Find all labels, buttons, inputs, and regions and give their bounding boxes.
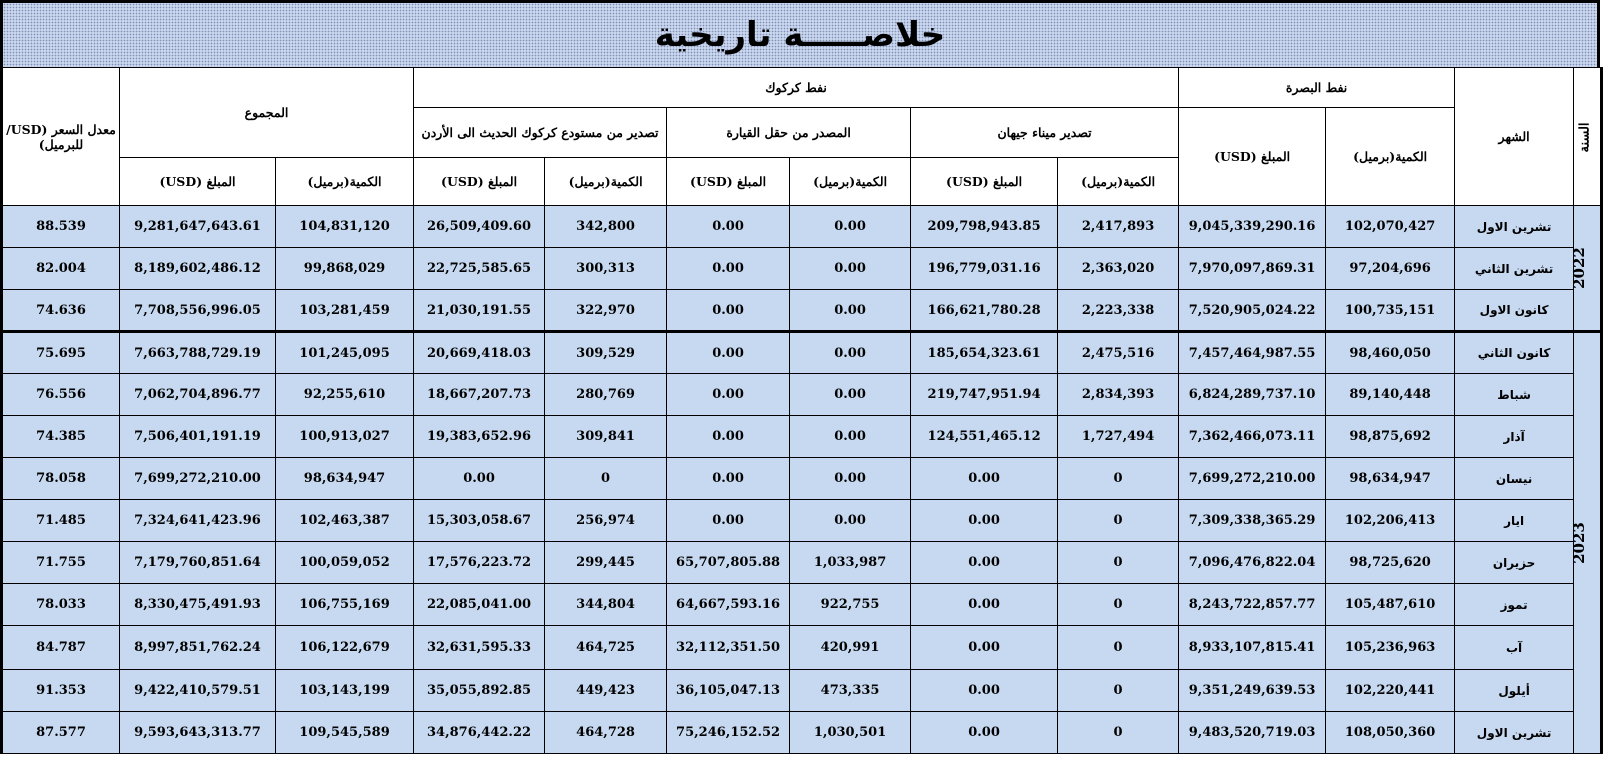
ceyhan-amt-cell: 185,654,323.61	[911, 332, 1058, 374]
qay-amt-cell: 65,707,805.88	[667, 542, 790, 584]
tot-qty-cell: 92,255,610	[276, 374, 414, 416]
tot-amt-cell: 7,663,788,729.19	[120, 332, 276, 374]
header-total-amount: المبلغ (USD)	[120, 158, 276, 206]
tot-qty-cell: 109,545,589	[276, 712, 414, 754]
ceyhan-amt-cell: 0.00	[911, 712, 1058, 754]
header-total-qty: الكمية(برميل)	[276, 158, 414, 206]
ceyhan-amt-cell: 219,747,951.94	[911, 374, 1058, 416]
tot-amt-cell: 7,506,401,191.19	[120, 416, 276, 458]
table-row	[2, 206, 1602, 248]
year-cell: 2023	[1574, 332, 1602, 754]
tot-qty-cell: 100,913,027	[276, 416, 414, 458]
month-cell: شباط	[1455, 374, 1574, 416]
tot-amt-cell: 7,179,760,851.64	[120, 542, 276, 584]
ceyhan-amt-cell: 196,779,031.16	[911, 248, 1058, 290]
basra-amt-cell: 9,045,339,290.16	[1179, 206, 1326, 248]
tot-qty-cell: 102,463,387	[276, 500, 414, 542]
table-row	[2, 332, 1602, 374]
tot-qty-cell: 101,245,095	[276, 332, 414, 374]
header-total: المجموع	[120, 68, 414, 158]
tot-amt-cell: 8,189,602,486.12	[120, 248, 276, 290]
year-cell: 2022	[1574, 206, 1602, 332]
jor-amt-cell: 35,055,892.85	[414, 670, 545, 712]
month-cell: كانون الاول	[1455, 290, 1574, 332]
tot-qty-cell: 100,059,052	[276, 542, 414, 584]
header-qayyarah: المصدر من حقل القيارة	[667, 108, 911, 158]
avg-cell: 76.556	[2, 374, 120, 416]
avg-cell: 75.695	[2, 332, 120, 374]
qay-qty-cell: 0.00	[790, 416, 911, 458]
header-kirkuk: نفط كركوك	[414, 68, 1179, 108]
tot-qty-cell: 103,143,199	[276, 670, 414, 712]
basra-qty-cell: 98,634,947	[1326, 458, 1455, 500]
tot-qty-cell: 106,755,169	[276, 584, 414, 626]
tot-amt-cell: 7,324,641,423.96	[120, 500, 276, 542]
jor-amt-cell: 0.00	[414, 458, 545, 500]
ceyhan-amt-cell: 0.00	[911, 500, 1058, 542]
basra-amt-cell: 8,243,722,857.77	[1179, 584, 1326, 626]
month-cell: آب	[1455, 626, 1574, 670]
month-cell: تشرين الاول	[1455, 206, 1574, 248]
ceyhan-qty-cell: 2,417,893	[1058, 206, 1179, 248]
tot-amt-cell: 9,593,643,313.77	[120, 712, 276, 754]
basra-amt-cell: 9,351,249,639.53	[1179, 670, 1326, 712]
tot-amt-cell: 7,708,556,996.05	[120, 290, 276, 332]
jor-qty-cell: 0	[545, 458, 667, 500]
jor-amt-cell: 21,030,191.55	[414, 290, 545, 332]
qay-amt-cell: 36,105,047.13	[667, 670, 790, 712]
ceyhan-qty-cell: 2,834,393	[1058, 374, 1179, 416]
basra-qty-cell: 102,206,413	[1326, 500, 1455, 542]
table-body	[2, 206, 1602, 754]
ceyhan-amt-cell: 0.00	[911, 584, 1058, 626]
qay-qty-cell: 0.00	[790, 206, 911, 248]
header-avg-price: معدل السعر (USD/للبرميل)	[2, 68, 120, 206]
jor-amt-cell: 17,576,223.72	[414, 542, 545, 584]
jor-amt-cell: 26,509,409.60	[414, 206, 545, 248]
month-cell: تشرين الثاني	[1455, 248, 1574, 290]
header-basra-qty: الكمية(برميل)	[1326, 108, 1455, 206]
tot-qty-cell: 106,122,679	[276, 626, 414, 670]
qay-amt-cell: 32,112,351.50	[667, 626, 790, 670]
qay-qty-cell: 420,991	[790, 626, 911, 670]
jor-qty-cell: 309,529	[545, 332, 667, 374]
basra-qty-cell: 97,204,696	[1326, 248, 1455, 290]
qay-amt-cell: 64,667,593.16	[667, 584, 790, 626]
avg-cell: 88.539	[2, 206, 120, 248]
ceyhan-qty-cell: 0	[1058, 500, 1179, 542]
tot-qty-cell: 98,634,947	[276, 458, 414, 500]
tot-amt-cell: 8,330,475,491.93	[120, 584, 276, 626]
ceyhan-qty-cell: 0	[1058, 626, 1179, 670]
qay-amt-cell: 0.00	[667, 248, 790, 290]
jor-qty-cell: 344,804	[545, 584, 667, 626]
table-row	[2, 542, 1602, 584]
basra-qty-cell: 102,070,427	[1326, 206, 1455, 248]
header-ceyhan-amount: المبلغ (USD)	[911, 158, 1058, 206]
jor-amt-cell: 19,383,652.96	[414, 416, 545, 458]
header-jordan-qty: الكمية(برميل)	[545, 158, 667, 206]
ceyhan-amt-cell: 0.00	[911, 626, 1058, 670]
jor-amt-cell: 22,725,585.65	[414, 248, 545, 290]
avg-cell: 91.353	[2, 670, 120, 712]
basra-amt-cell: 8,933,107,815.41	[1179, 626, 1326, 670]
month-cell: تشرين الاول	[1455, 712, 1574, 754]
basra-amt-cell: 7,096,476,822.04	[1179, 542, 1326, 584]
table-row	[2, 500, 1602, 542]
header-qayyarah-qty: الكمية(برميل)	[790, 158, 911, 206]
ceyhan-amt-cell: 0.00	[911, 670, 1058, 712]
summary-table	[0, 67, 1603, 754]
ceyhan-amt-cell: 0.00	[911, 542, 1058, 584]
ceyhan-qty-cell: 0	[1058, 670, 1179, 712]
tot-amt-cell: 9,422,410,579.51	[120, 670, 276, 712]
avg-cell: 74.385	[2, 416, 120, 458]
table-row	[2, 458, 1602, 500]
ceyhan-qty-cell: 0	[1058, 712, 1179, 754]
header-ceyhan-qty: الكمية(برميل)	[1058, 158, 1179, 206]
basra-amt-cell: 7,970,097,869.31	[1179, 248, 1326, 290]
qay-amt-cell: 0.00	[667, 290, 790, 332]
qay-qty-cell: 1,033,987	[790, 542, 911, 584]
jor-qty-cell: 299,445	[545, 542, 667, 584]
basra-qty-cell: 100,735,151	[1326, 290, 1455, 332]
tot-qty-cell: 99,868,029	[276, 248, 414, 290]
jor-amt-cell: 22,085,041.00	[414, 584, 545, 626]
jor-qty-cell: 342,800	[545, 206, 667, 248]
qay-amt-cell: 0.00	[667, 206, 790, 248]
qay-qty-cell: 922,755	[790, 584, 911, 626]
month-cell: ايار	[1455, 500, 1574, 542]
page-title: خلاصـــــة تاريخية	[654, 15, 946, 55]
header-year: السنة	[1574, 68, 1602, 206]
jor-qty-cell: 449,423	[545, 670, 667, 712]
qay-amt-cell: 0.00	[667, 416, 790, 458]
jor-qty-cell: 280,769	[545, 374, 667, 416]
avg-cell: 84.787	[2, 626, 120, 670]
qay-amt-cell: 0.00	[667, 500, 790, 542]
basra-qty-cell: 108,050,360	[1326, 712, 1455, 754]
avg-cell: 78.033	[2, 584, 120, 626]
jor-qty-cell: 256,974	[545, 500, 667, 542]
qay-amt-cell: 0.00	[667, 458, 790, 500]
jor-qty-cell: 464,725	[545, 626, 667, 670]
avg-cell: 74.636	[2, 290, 120, 332]
table-row	[2, 416, 1602, 458]
basra-qty-cell: 98,460,050	[1326, 332, 1455, 374]
header-month: الشهر	[1455, 68, 1574, 206]
tot-amt-cell: 7,699,272,210.00	[120, 458, 276, 500]
qay-qty-cell: 0.00	[790, 332, 911, 374]
ceyhan-qty-cell: 2,475,516	[1058, 332, 1179, 374]
tot-amt-cell: 9,281,647,643.61	[120, 206, 276, 248]
header-jordan-amount: المبلغ (USD)	[414, 158, 545, 206]
month-cell: تموز	[1455, 584, 1574, 626]
basra-qty-cell: 105,236,963	[1326, 626, 1455, 670]
basra-amt-cell: 7,699,272,210.00	[1179, 458, 1326, 500]
basra-qty-cell: 98,875,692	[1326, 416, 1455, 458]
basra-qty-cell: 102,220,441	[1326, 670, 1455, 712]
jor-qty-cell: 322,970	[545, 290, 667, 332]
jor-amt-cell: 20,669,418.03	[414, 332, 545, 374]
header-ceyhan: تصدير ميناء جيهان	[911, 108, 1179, 158]
avg-cell: 78.058	[2, 458, 120, 500]
qay-amt-cell: 0.00	[667, 374, 790, 416]
qay-qty-cell: 0.00	[790, 458, 911, 500]
header-qayyarah-amount: المبلغ (USD)	[667, 158, 790, 206]
table-row	[2, 626, 1602, 670]
avg-cell: 87.577	[2, 712, 120, 754]
qay-qty-cell: 0.00	[790, 374, 911, 416]
qay-amt-cell: 75,246,152.52	[667, 712, 790, 754]
header-jordan: تصدير من مستودع كركوك الحديث الى الأردن	[414, 108, 667, 158]
basra-amt-cell: 7,457,464,987.55	[1179, 332, 1326, 374]
table-row	[2, 712, 1602, 754]
jor-amt-cell: 15,303,058.67	[414, 500, 545, 542]
jor-amt-cell: 32,631,595.33	[414, 626, 545, 670]
qay-qty-cell: 1,030,501	[790, 712, 911, 754]
header-basra-amount: المبلغ (USD)	[1179, 108, 1326, 206]
tot-amt-cell: 8,997,851,762.24	[120, 626, 276, 670]
jor-qty-cell: 464,728	[545, 712, 667, 754]
basra-amt-cell: 6,824,289,737.10	[1179, 374, 1326, 416]
ceyhan-amt-cell: 124,551,465.12	[911, 416, 1058, 458]
qay-qty-cell: 0.00	[790, 248, 911, 290]
basra-qty-cell: 98,725,620	[1326, 542, 1455, 584]
ceyhan-qty-cell: 2,363,020	[1058, 248, 1179, 290]
month-cell: آذار	[1455, 416, 1574, 458]
ceyhan-qty-cell: 0	[1058, 584, 1179, 626]
tot-qty-cell: 104,831,120	[276, 206, 414, 248]
month-cell: كانون الثاني	[1455, 332, 1574, 374]
table-row	[2, 248, 1602, 290]
ceyhan-qty-cell: 2,223,338	[1058, 290, 1179, 332]
avg-cell: 71.485	[2, 500, 120, 542]
month-cell: نيسان	[1455, 458, 1574, 500]
header-basra: نفط البصرة	[1179, 68, 1455, 108]
ceyhan-amt-cell: 0.00	[911, 458, 1058, 500]
basra-amt-cell: 7,309,338,365.29	[1179, 500, 1326, 542]
table-row	[2, 584, 1602, 626]
tot-amt-cell: 7,062,704,896.77	[120, 374, 276, 416]
title-bar	[0, 0, 1600, 67]
table-row	[2, 374, 1602, 416]
jor-qty-cell: 309,841	[545, 416, 667, 458]
basra-amt-cell: 7,362,466,073.11	[1179, 416, 1326, 458]
ceyhan-amt-cell: 209,798,943.85	[911, 206, 1058, 248]
table-row	[2, 290, 1602, 332]
ceyhan-qty-cell: 1,727,494	[1058, 416, 1179, 458]
month-cell: حزيران	[1455, 542, 1574, 584]
jor-qty-cell: 300,313	[545, 248, 667, 290]
qay-qty-cell: 0.00	[790, 500, 911, 542]
basra-amt-cell: 9,483,520,719.03	[1179, 712, 1326, 754]
ceyhan-qty-cell: 0	[1058, 542, 1179, 584]
basra-amt-cell: 7,520,905,024.22	[1179, 290, 1326, 332]
qay-qty-cell: 473,335	[790, 670, 911, 712]
qay-amt-cell: 0.00	[667, 332, 790, 374]
basra-qty-cell: 89,140,448	[1326, 374, 1455, 416]
table-row	[2, 670, 1602, 712]
ceyhan-qty-cell: 0	[1058, 458, 1179, 500]
tot-qty-cell: 103,281,459	[276, 290, 414, 332]
basra-qty-cell: 105,487,610	[1326, 584, 1455, 626]
jor-amt-cell: 18,667,207.73	[414, 374, 545, 416]
month-cell: أيلول	[1455, 670, 1574, 712]
avg-cell: 82.004	[2, 248, 120, 290]
avg-cell: 71.755	[2, 542, 120, 584]
qay-qty-cell: 0.00	[790, 290, 911, 332]
jor-amt-cell: 34,876,442.22	[414, 712, 545, 754]
ceyhan-amt-cell: 166,621,780.28	[911, 290, 1058, 332]
